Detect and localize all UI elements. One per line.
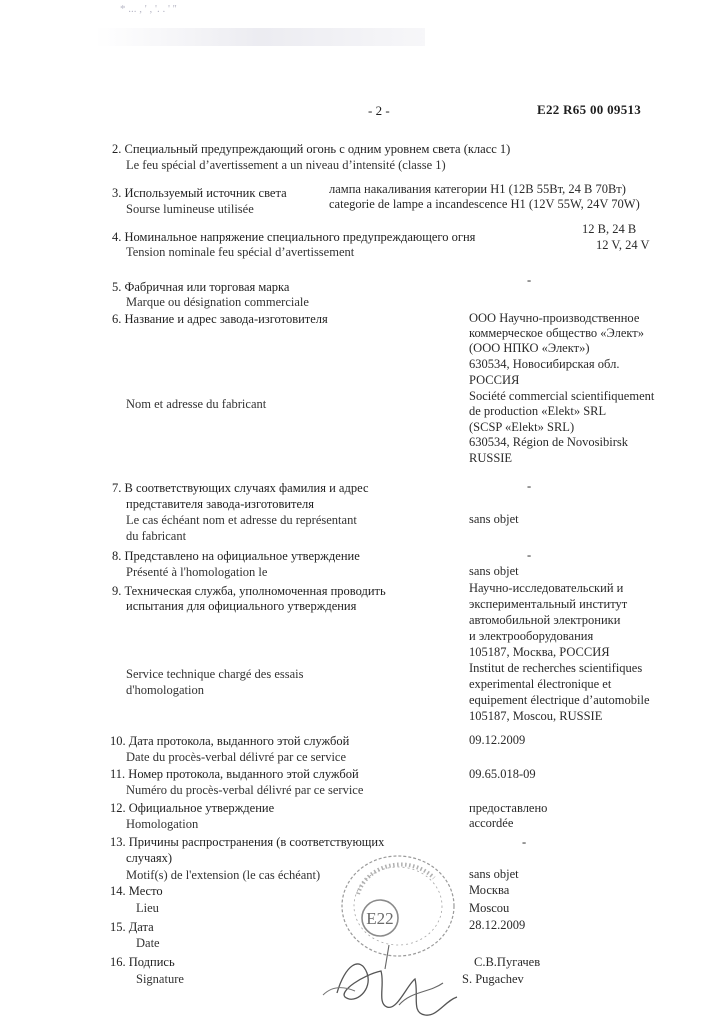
item-6-value-line: RUSSIE (469, 451, 513, 465)
approval-reference: E22 R65 00 09513 (537, 102, 642, 117)
item-9-value-line: equipement électrique d’automobile (469, 693, 650, 707)
item-5-ru: 5. Фабричная или торговая марка (112, 280, 290, 294)
item-5-fr: Marque ou désignation commerciale (126, 295, 309, 309)
faded-header-smudge (95, 28, 425, 46)
item-8-value: sans objet (469, 564, 519, 578)
item-9-value-line: 105187, Moscou, RUSSIE (469, 709, 603, 723)
item-8-value-dash: - (527, 548, 532, 562)
item-3-value-ru: лампа накаливания категории Н1 (12В 55Вт, 24 В 70Вт) (329, 182, 626, 196)
item-16-value-fr: S. Pugachev (462, 972, 524, 986)
item-6-value-line: 630534, Новосибирская обл. (469, 357, 620, 371)
item-4-value-fr: 12 V, 24 V (596, 238, 650, 252)
item-10-ru: 10. Дата протокола, выданного этой службой (110, 734, 350, 748)
item-4-fr: Tension nominale feu spécial d’avertissement (126, 245, 355, 259)
item-13-value: sans objet (469, 867, 519, 881)
item-16-ru: 16. Подпись (110, 955, 175, 969)
item-6-value-line: (ООО НПКО «Элект») (469, 341, 590, 355)
page-number: - 2 - (368, 103, 390, 118)
item-6-value-line: (SCSP «Elekt» SRL) (469, 420, 575, 434)
item-6-value-line: ООО Научно-производственное (469, 311, 640, 325)
item-15-fr: Date (136, 936, 160, 950)
item-11-value: 09.65.018-09 (469, 767, 536, 781)
item-11-ru: 11. Номер протокола, выданного этой службой (110, 767, 359, 781)
item-15-value: 28.12.2009 (469, 918, 526, 932)
item-8-fr: Présenté à l'homologation le (126, 565, 268, 579)
item-9-ru-1: 9. Техническая служба, уполномоченная проводить (112, 584, 386, 598)
item-16-fr: Signature (136, 972, 184, 986)
item-10-fr: Date du procès-verbal délivré par ce service (126, 750, 347, 764)
item-6-fr: Nom et adresse du fabricant (126, 397, 267, 411)
item-16-value-ru: С.В.Пугачев (474, 955, 541, 969)
item-9-ru-2: испытания для официального утверждения (126, 599, 357, 613)
item-6-value-line: de production «Elekt» SRL (469, 404, 607, 418)
item-4-value-ru: 12 В, 24 В (582, 222, 637, 236)
item-9-value-line: 105187, Москва, РОССИЯ (469, 645, 610, 659)
faded-header-text: * ... , ' , '. . ' '' (120, 3, 177, 15)
item-13-ru-2: случаях) (126, 851, 173, 865)
item-3-fr: Sourse lumineuse utilisée (126, 202, 254, 216)
item-6-ru: 6. Название и адрес завода-изготовителя (112, 312, 328, 326)
item-7-fr-2: du fabricant (126, 529, 187, 543)
stamp-mark: E22 (366, 909, 394, 928)
item-5-value: - (527, 273, 532, 287)
item-7-ru-1: 7. В соответствующих случаях фамилия и адрес (112, 481, 369, 495)
item-14-value-fr: Moscou (469, 901, 510, 915)
item-9-value-line: Научно-исследовательский и (469, 581, 624, 595)
item-10-value: 09.12.2009 (469, 733, 526, 747)
item-2-ru: 2. Специальный предупреждающий огонь с одним уровнем света (класс 1) (112, 142, 511, 156)
item-9-fr-2: d'homologation (126, 683, 204, 697)
item-12-ru: 12. Официальное утверждение (110, 801, 275, 815)
item-9-value-line: Institut de recherches scientifiques (469, 661, 643, 675)
item-2-fr: Le feu spécial d’avertissement a un niveau d’intensité (classe 1) (126, 158, 446, 172)
item-13-ru-1: 13. Причины распространения (в соответствующих (110, 835, 385, 849)
item-13-value-dash: - (522, 835, 527, 849)
item-11-fr: Numéro du procès-verbal délivré par ce service (126, 783, 364, 797)
item-6-value-line: РОССИЯ (469, 373, 520, 387)
item-14-fr: Lieu (136, 901, 159, 915)
item-15-ru: 15. Дата (110, 920, 154, 934)
item-6-value-line: Société commercial scientifiquement (469, 389, 655, 403)
item-9-value-line: experimental électronique et (469, 677, 612, 691)
item-9-value-line: и электрооборудования (469, 629, 594, 643)
item-7-value-dash: - (527, 479, 532, 493)
item-12-value-fr: accordée (469, 816, 514, 830)
item-4-ru: 4. Номинальное напряжение специального предупреждающего огня (112, 230, 476, 244)
item-13-fr: Motif(s) de l'extension (le cas échéant) (126, 868, 321, 882)
item-12-value-ru: предоставлено (469, 801, 548, 815)
item-14-value-ru: Москва (469, 883, 510, 897)
item-9-value-line: автомобильной электроники (469, 613, 621, 627)
item-3-ru: 3. Используемый источник света (112, 186, 287, 200)
item-12-fr: Homologation (126, 817, 199, 831)
item-7-value: sans objet (469, 512, 519, 526)
item-8-ru: 8. Представлено на официальное утверждение (112, 549, 360, 563)
signature-scribble (315, 935, 475, 1020)
item-9-value-line: экспериментальный институт (469, 597, 628, 611)
item-3-value-fr: categorie de lampe a incandescence H1 (12V 55W, 24V 70W) (329, 197, 640, 211)
item-6-value-line: коммерческое общество «Элект» (469, 326, 645, 340)
item-7-ru-2: представителя завода-изготовителя (126, 497, 315, 511)
item-7-fr-1: Le cas échéant nom et adresse du représentant (126, 513, 357, 527)
item-6-value-line: 630534, Région de Novosibirsk (469, 435, 629, 449)
item-14-ru: 14. Место (110, 884, 163, 898)
item-9-fr-1: Service technique chargé des essais (126, 667, 304, 681)
